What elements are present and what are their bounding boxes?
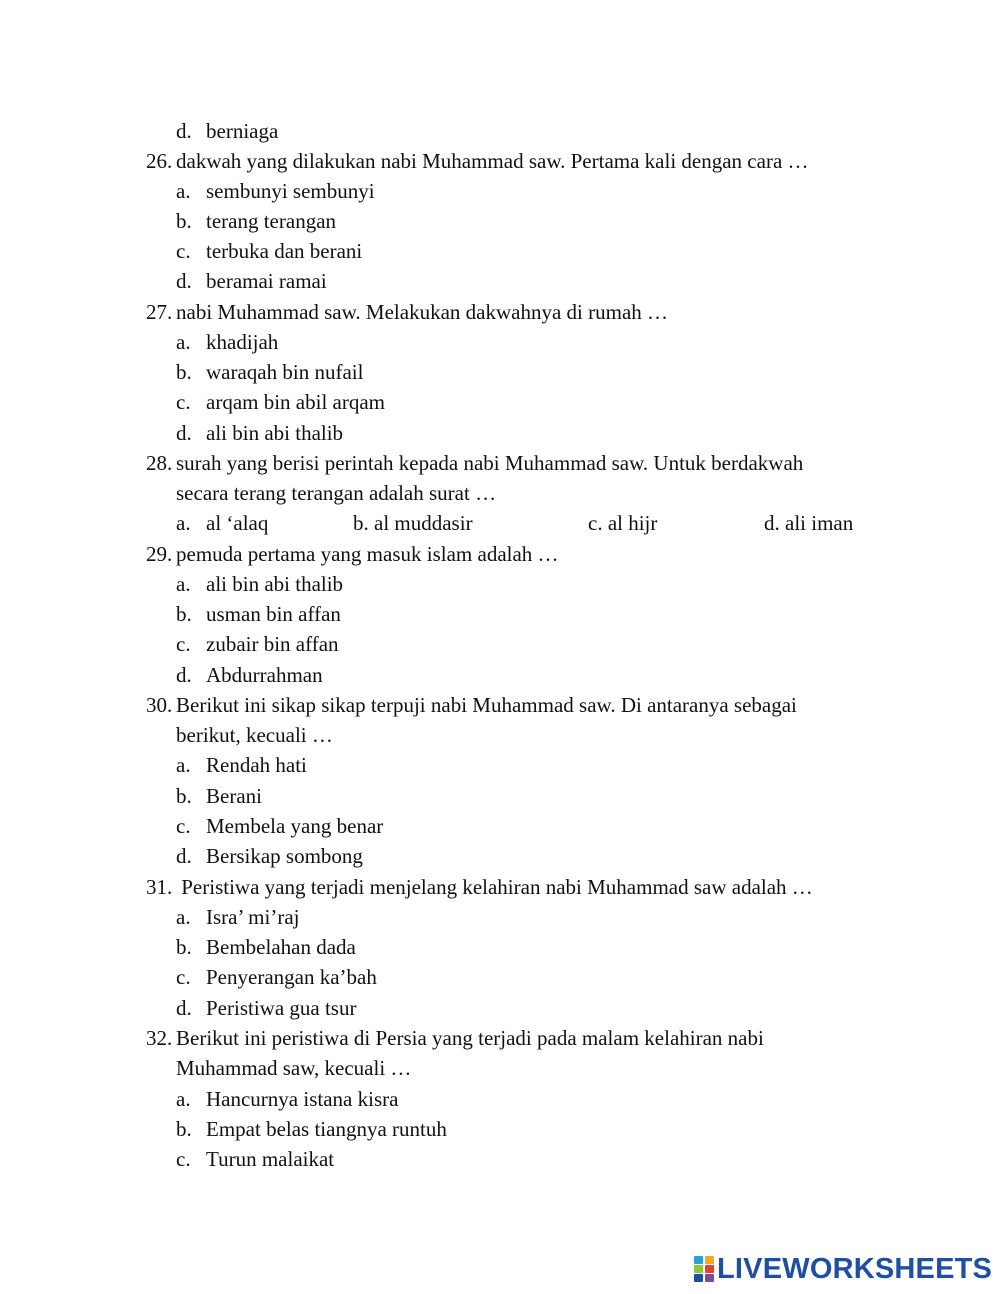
option-label: b. <box>176 602 192 626</box>
option-text: Isra’ mi’raj <box>206 905 300 929</box>
option-label: a. <box>176 330 191 354</box>
option-text: Rendah hati <box>206 753 307 777</box>
option-label: b. <box>176 360 192 384</box>
option-label: a. <box>176 179 191 203</box>
option-label: d. <box>176 119 192 143</box>
option-label: a. <box>176 572 191 596</box>
option-text: usman bin affan <box>206 602 341 626</box>
option-text: Penyerangan ka’bah <box>206 965 377 989</box>
liveworksheets-grid-icon <box>694 1256 714 1282</box>
question-text: pemuda pertama yang masuk islam adalah … <box>176 542 559 566</box>
option-text: berniaga <box>206 119 279 143</box>
option-label: b. <box>176 784 192 808</box>
option-label: d. <box>176 996 192 1020</box>
option-text: waraqah bin nufail <box>206 360 364 384</box>
option-text: zubair bin affan <box>206 632 339 656</box>
option-text: Bembelahan dada <box>206 935 356 959</box>
option-label: a. <box>176 905 191 929</box>
question-number: 29. <box>146 542 173 566</box>
option-text: ali bin abi thalib <box>206 572 344 596</box>
option-label: c. <box>176 390 191 414</box>
option-label: d. <box>176 421 192 445</box>
option-text: terang terangan <box>206 209 337 233</box>
question-number: 31. <box>146 875 173 899</box>
question-number: 27. <box>146 300 173 324</box>
option-label: d. <box>176 269 192 293</box>
option-text: beramai ramai <box>206 269 327 293</box>
question-text: secara terang terangan adalah surat … <box>176 481 497 505</box>
question-text: Berikut ini peristiwa di Persia yang terjadi pada malam kelahiran nabi <box>176 1026 764 1050</box>
option-text: d. ali iman <box>764 511 854 535</box>
question-text: Berikut ini sikap sikap terpuji nabi Muhammad saw. Di antaranya sebagai <box>176 693 797 717</box>
question-number: 32. <box>146 1026 173 1050</box>
question-text: Peristiwa yang terjadi menjelang kelahiran nabi Muhammad saw adalah … <box>176 875 813 899</box>
option-text: khadijah <box>206 330 279 354</box>
option-label: d. <box>176 844 192 868</box>
option-label: d. <box>176 663 192 687</box>
option-label: c. <box>176 965 191 989</box>
option-text: ali bin abi thalib <box>206 421 344 445</box>
option-text: Bersikap sombong <box>206 844 363 868</box>
option-label: b. <box>176 935 192 959</box>
option-label: c. <box>176 814 191 838</box>
option-text: Membela yang benar <box>206 814 384 838</box>
option-label: c. <box>176 1147 191 1171</box>
option-label: b. <box>176 1117 192 1141</box>
liveworksheets-logo[interactable] <box>694 1252 992 1286</box>
option-text: Hancurnya istana kisra <box>206 1087 399 1111</box>
question-number: 30. <box>146 693 173 717</box>
question-text: dakwah yang dilakukan nabi Muhammad saw. Pertama kali dengan cara … <box>176 149 809 173</box>
question-number: 28. <box>146 451 173 475</box>
option-text: al ‘alaq <box>206 511 269 535</box>
question-text: nabi Muhammad saw. Melakukan dakwahnya di rumah … <box>176 300 669 324</box>
option-text: arqam bin abil arqam <box>206 390 386 414</box>
question-text: berikut, kecuali … <box>176 723 333 747</box>
option-label: c. <box>176 632 191 656</box>
option-label: a. <box>176 1087 191 1111</box>
option-text: b. al muddasir <box>353 511 473 535</box>
option-text: Abdurrahman <box>206 663 323 687</box>
option-text: Berani <box>206 784 262 808</box>
option-label: b. <box>176 209 192 233</box>
option-label: a. <box>176 511 191 535</box>
option-label: a. <box>176 753 191 777</box>
option-text: c. al hijr <box>588 511 658 535</box>
option-text: Peristiwa gua tsur <box>206 996 357 1020</box>
logo-text: LIVEWORKSHEETS <box>717 1253 993 1285</box>
option-label: c. <box>176 239 191 263</box>
question-number: 26. <box>146 149 173 173</box>
option-text: Empat belas tiangnya runtuh <box>206 1117 447 1141</box>
option-text: Turun malaikat <box>206 1147 335 1171</box>
question-text: surah yang berisi perintah kepada nabi Muhammad saw. Untuk berdakwah <box>176 451 804 475</box>
option-text: terbuka dan berani <box>206 239 363 263</box>
question-text: Muhammad saw, kecuali … <box>176 1056 412 1080</box>
option-text: sembunyi sembunyi <box>206 179 375 203</box>
